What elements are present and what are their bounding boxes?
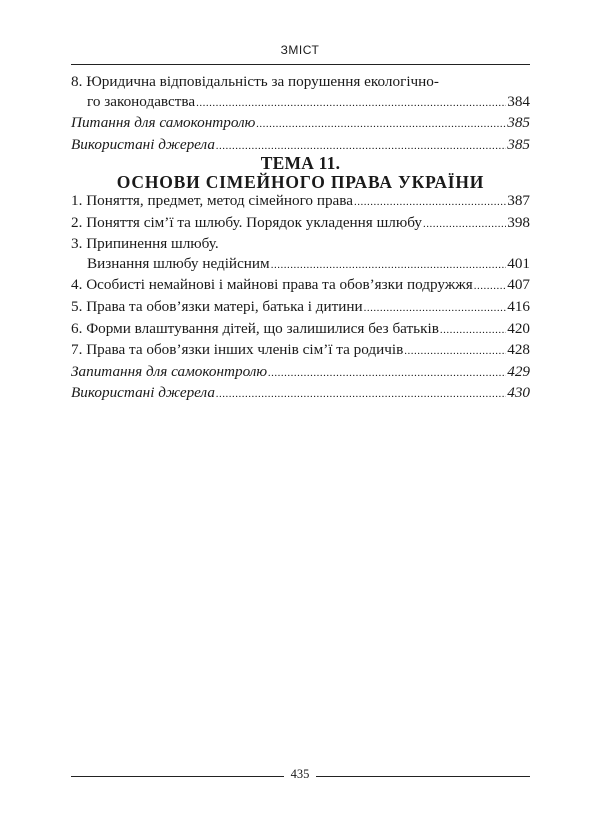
dot-leader [440,321,506,341]
running-head: ЗМІСТ [280,43,320,57]
dot-leader [364,299,507,319]
toc-entry-2[interactable] [71,213,530,235]
header-rule [71,64,530,65]
dot-leader [354,193,506,213]
toc-entry-8[interactable] [71,92,530,114]
toc-entry-4[interactable] [71,275,530,297]
toc-entry-page: 428 [507,341,530,359]
toc-entry-title: го законодавства [87,92,196,110]
toc-entry-title: Використані джерела [71,135,215,153]
toc-topic-11 [71,191,530,405]
toc-entry-page: 401 [507,254,530,272]
toc-entry-page: 398 [507,213,530,231]
toc-entry-title: Визнання шлюбу недійсним [87,254,270,272]
topic-number: ТЕМА 11. [260,153,341,173]
toc-entry-page: 385 [507,114,530,132]
toc-entry-page: 385 [507,135,530,153]
toc-entry-title: 1. Поняття, предмет, метод сімейного права [71,192,353,209]
dot-leader [404,342,506,362]
topic-title: ОСНОВИ СІМЕЙНОГО ПРАВА УКРАЇНИ [116,172,485,192]
toc-entry-title: Використані джерела [71,384,215,402]
dot-leader [474,277,506,297]
toc-previous-section [71,72,530,156]
dot-leader [271,256,507,276]
toc-entry-review-questions[interactable] [71,362,530,384]
toc-entry-page: 429 [507,362,530,380]
toc-entry-3-line1[interactable]: 3. Припинення шлюбу. [71,235,219,253]
toc-entry-page: 387 [507,192,530,209]
toc-entry-title: Питання для самоконтролю [71,114,256,132]
toc-entry-5[interactable] [71,297,530,319]
toc-entry-title: 5. Права та обов’язки матері, батька і дитини [71,297,363,315]
toc-entry-8-line1[interactable]: 8. Юридична відповідальність за порушення екологічно- [71,73,439,90]
toc-entry-sources[interactable] [71,383,530,405]
toc-entry-title: 2. Поняття сім’ї та шлюбу. Порядок укладення шлюбу [71,213,422,231]
toc-entry-page: 430 [507,384,530,402]
toc-entry-page: 416 [507,297,530,315]
toc-entry-1[interactable] [71,191,530,213]
dot-leader [268,364,506,384]
toc-entry-title: 4. Особисті немайнові і майнові права та обов’язки подружжя [71,276,473,294]
footer-rule-left [71,776,284,777]
dot-leader [423,215,506,235]
footer-rule-right [316,776,530,777]
toc-entry-6[interactable] [71,319,530,341]
toc-entry-review-questions[interactable] [71,113,530,135]
toc-entry-3[interactable] [71,254,530,276]
page-number: 435 [290,767,310,781]
toc-entry-title: 7. Права та обов’язки інших членів сім’ї та родичів [71,341,404,359]
toc-entry-title: 6. Форми влаштування дітей, що залишилися без батьків [71,319,439,337]
toc-entry-page: 384 [507,92,530,110]
topic-heading [71,154,530,192]
dot-leader [216,385,506,405]
toc-entry-title: Запитання для самоконтролю [71,362,268,380]
toc-entry-7[interactable] [71,340,530,362]
dot-leader [256,115,506,135]
dot-leader [196,94,506,114]
toc-entry-page: 407 [507,276,530,294]
toc-entry-page: 420 [507,319,530,337]
